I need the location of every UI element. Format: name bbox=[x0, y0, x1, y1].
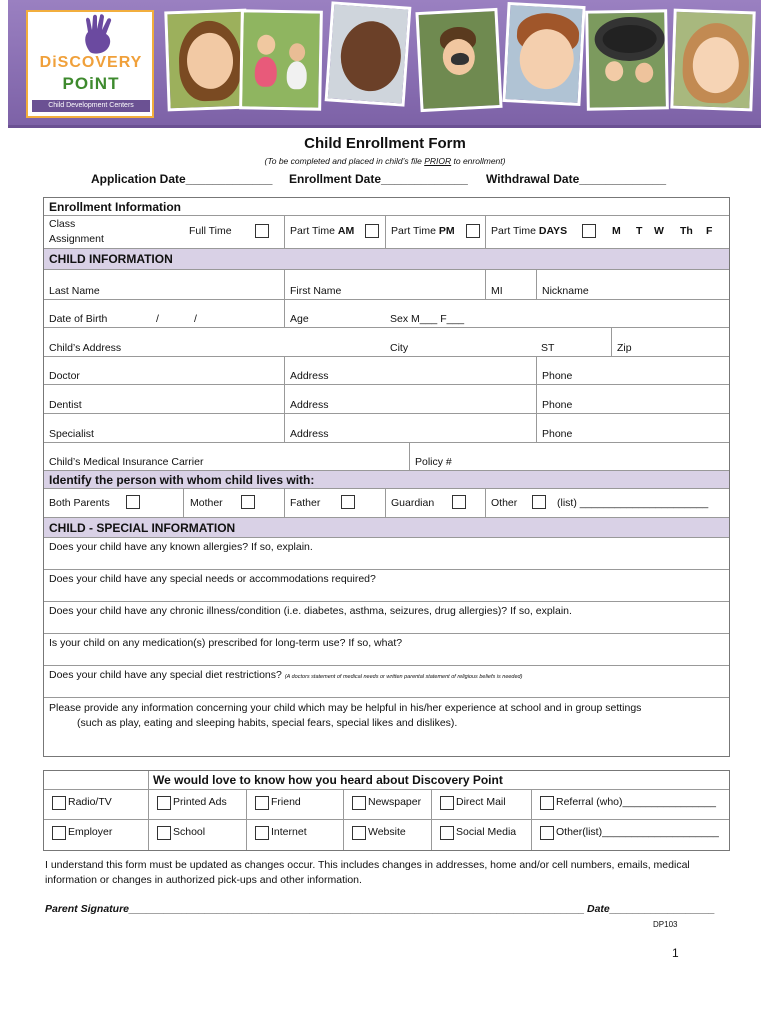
state-label: ST bbox=[541, 342, 555, 354]
withdrawal-date-field[interactable]: Withdrawal Date_____________ bbox=[486, 172, 666, 186]
employer-option[interactable] bbox=[44, 820, 148, 850]
subtitle-emphasis: PRIOR bbox=[424, 156, 452, 166]
child-photo-3 bbox=[325, 1, 412, 106]
friend-label: Friend bbox=[271, 796, 301, 808]
logo-word-point: POiNT bbox=[62, 74, 120, 93]
part-time-am-checkbox[interactable] bbox=[365, 224, 379, 238]
guardian-label: Guardian bbox=[391, 497, 435, 509]
doctor-address-label: Address bbox=[290, 370, 329, 382]
direct-mail-option[interactable] bbox=[431, 790, 531, 819]
enrollment-date-field[interactable]: Enrollment Date_____________ bbox=[289, 172, 468, 186]
both-parents-checkbox[interactable] bbox=[126, 495, 140, 509]
parent-signature-field[interactable]: Parent Signature______________________________________________________________________________ bbox=[45, 903, 585, 915]
social-media-label: Social Media bbox=[456, 826, 517, 838]
part-time-am-cell[interactable] bbox=[284, 216, 385, 248]
dentist-label: Dentist bbox=[49, 399, 82, 411]
website-label: Website bbox=[368, 826, 406, 838]
additional-info-question[interactable] bbox=[44, 698, 729, 756]
doctor-address-field[interactable] bbox=[284, 357, 536, 384]
part-time-am-prefix: Part Time bbox=[290, 225, 338, 237]
policy-number-field[interactable] bbox=[409, 443, 731, 470]
handprint-icon bbox=[80, 14, 116, 54]
special-needs-question[interactable] bbox=[44, 570, 729, 602]
lives-with-heading bbox=[44, 471, 729, 489]
radio-tv-label: Radio/TV bbox=[68, 796, 112, 808]
part-time-days-text: DAYS bbox=[538, 225, 568, 237]
part-time-days-prefix: Part Time bbox=[491, 225, 539, 237]
other-list-field[interactable]: (list) ______________________ bbox=[557, 497, 709, 509]
mother-checkbox[interactable] bbox=[241, 495, 255, 509]
printed-ads-option[interactable] bbox=[148, 790, 246, 819]
weekday-w[interactable]: W bbox=[654, 225, 664, 237]
heard-about-heading-row bbox=[44, 771, 729, 790]
allergies-question-text: Does your child have any known allergies? If so, explain. bbox=[49, 541, 313, 553]
policy-number-label: Policy # bbox=[415, 456, 452, 468]
referral-option[interactable] bbox=[531, 790, 731, 819]
class-label: Class bbox=[49, 218, 76, 230]
dentist-field[interactable] bbox=[44, 385, 284, 413]
subtitle-text: (To be completed and placed in child’s file bbox=[264, 156, 425, 166]
medication-question-text: Is your child on any medication(s) prescribed for long-term use? If so, what? bbox=[49, 637, 403, 649]
chronic-illness-question-text: Does your child have any chronic illness/condition (i.e. diabetes, asthma, seizures, drug allergies)? If so, explain. bbox=[49, 605, 572, 617]
diet-restrictions-question-text: Does your child have any special diet restrictions? bbox=[49, 669, 282, 681]
insurance-carrier-label: Child’s Medical Insurance Carrier bbox=[49, 456, 204, 468]
application-date-field[interactable]: Application Date_____________ bbox=[91, 172, 273, 186]
website-checkbox[interactable] bbox=[352, 826, 366, 840]
employer-label: Employer bbox=[68, 826, 113, 838]
part-time-pm-prefix: Part Time bbox=[391, 225, 439, 237]
insurance-row bbox=[44, 443, 729, 471]
form-subtitle bbox=[0, 156, 770, 166]
newspaper-label: Newspaper bbox=[368, 796, 422, 808]
zip-label: Zip bbox=[617, 342, 632, 354]
lives-with-heading-text: Identify the person with whom child lives with: bbox=[49, 473, 315, 487]
child-photo-4 bbox=[415, 8, 502, 112]
dentist-phone-label: Phone bbox=[542, 399, 573, 411]
other-source-checkbox[interactable] bbox=[540, 826, 554, 840]
class-assignment-cell bbox=[44, 216, 183, 248]
doctor-phone-field[interactable] bbox=[536, 357, 731, 384]
specialist-row bbox=[44, 414, 729, 443]
special-info-heading bbox=[44, 518, 729, 538]
insurance-carrier-field[interactable] bbox=[44, 443, 409, 470]
form-title: Child Enrollment Form bbox=[304, 135, 466, 152]
additional-info-text-1: Please provide any information concerning your child which may be helpful in his/her experience at school and in group settings bbox=[49, 702, 642, 714]
heard-about-us-table bbox=[43, 770, 730, 851]
newspaper-checkbox[interactable] bbox=[352, 796, 366, 810]
age-field[interactable] bbox=[284, 300, 385, 327]
dob-slash-2: / bbox=[194, 313, 197, 325]
page-number: 1 bbox=[672, 946, 679, 960]
logo-tagline: Child Development Centers bbox=[32, 100, 150, 112]
age-label: Age bbox=[290, 313, 309, 325]
nickname-field[interactable] bbox=[536, 270, 731, 299]
doctor-row bbox=[44, 357, 729, 385]
enrollment-info-heading-text: Enrollment Information bbox=[49, 200, 181, 214]
special-info-heading-text: CHILD - SPECIAL INFORMATION bbox=[49, 521, 236, 535]
enrollment-form-grid bbox=[43, 197, 730, 757]
class-assignment-row bbox=[44, 216, 729, 249]
form-code: DP103 bbox=[653, 920, 678, 929]
full-time-label: Full Time bbox=[189, 225, 232, 237]
dentist-row bbox=[44, 385, 729, 414]
father-label: Father bbox=[290, 497, 321, 509]
part-time-days-checkbox[interactable] bbox=[582, 224, 596, 238]
specialist-label: Specialist bbox=[49, 428, 94, 440]
heard-about-heading-blank bbox=[44, 771, 148, 789]
other-source-option[interactable] bbox=[531, 820, 731, 850]
direct-mail-checkbox[interactable] bbox=[440, 796, 454, 810]
address-row bbox=[44, 328, 729, 357]
father-checkbox[interactable] bbox=[341, 495, 355, 509]
child-photo-5 bbox=[502, 2, 585, 106]
full-time-cell[interactable] bbox=[183, 216, 284, 248]
special-needs-question-text: Does your child have any special needs or accommodations required? bbox=[49, 573, 376, 585]
newspaper-option[interactable] bbox=[343, 790, 431, 819]
diet-restrictions-question[interactable] bbox=[44, 666, 729, 698]
weekday-t[interactable]: T bbox=[636, 225, 643, 237]
heard-about-heading: We would love to know how you heard about Discovery Point bbox=[148, 771, 731, 789]
school-label: School bbox=[173, 826, 206, 838]
internet-label: Internet bbox=[271, 826, 307, 838]
child-photo-2 bbox=[239, 9, 323, 110]
heard-about-row-1 bbox=[44, 790, 729, 820]
specialist-address-field[interactable] bbox=[284, 414, 536, 442]
zip-field[interactable] bbox=[611, 328, 731, 356]
website-option[interactable] bbox=[343, 820, 431, 850]
child-info-heading bbox=[44, 249, 729, 270]
child-photo-6 bbox=[585, 9, 669, 110]
last-name-label: Last Name bbox=[49, 285, 100, 297]
mi-field[interactable] bbox=[485, 270, 536, 299]
city-label: City bbox=[390, 342, 409, 354]
doctor-field[interactable] bbox=[44, 357, 284, 384]
signature-date-field[interactable]: Date__________________ bbox=[587, 903, 715, 915]
internet-option[interactable] bbox=[246, 820, 343, 850]
dentist-phone-field[interactable] bbox=[536, 385, 731, 413]
medication-question[interactable] bbox=[44, 634, 729, 666]
city-field[interactable] bbox=[385, 328, 536, 356]
child-address-label: Child’s Address bbox=[49, 342, 122, 354]
other-checkbox[interactable] bbox=[532, 495, 546, 509]
chronic-illness-question[interactable] bbox=[44, 602, 729, 634]
update-statement: I understand this form must be updated as changes occur. This includes changes in addresses, home and/or cell numbers, emails, medical information or changes in authorized pick-ups and other information. bbox=[45, 859, 690, 886]
radio-tv-option[interactable] bbox=[44, 790, 148, 819]
dentist-address-label: Address bbox=[290, 399, 329, 411]
assignment-label: Assignment bbox=[49, 233, 104, 245]
name-row bbox=[44, 270, 729, 300]
sex-field[interactable] bbox=[385, 300, 731, 327]
part-time-days-cell[interactable] bbox=[485, 216, 731, 248]
direct-mail-label: Direct Mail bbox=[456, 796, 506, 808]
employer-checkbox[interactable] bbox=[52, 826, 66, 840]
printed-ads-label: Printed Ads bbox=[173, 796, 227, 808]
referral-label: Referral (who)________________ bbox=[556, 796, 716, 808]
first-name-label: First Name bbox=[290, 285, 342, 297]
doctor-phone-label: Phone bbox=[542, 370, 573, 382]
friend-checkbox[interactable] bbox=[255, 796, 269, 810]
dob-row bbox=[44, 300, 729, 328]
guardian-option[interactable] bbox=[385, 489, 485, 517]
specialist-phone-label: Phone bbox=[542, 428, 573, 440]
first-name-field[interactable] bbox=[284, 270, 485, 299]
diet-restrictions-note: (A doctors statement of medical needs or written parental statement of religious beliefs is needed) bbox=[284, 674, 523, 680]
part-time-days-label bbox=[491, 225, 567, 237]
child-photo-7 bbox=[670, 9, 755, 112]
weekday-m[interactable]: M bbox=[612, 225, 621, 237]
lives-with-row bbox=[44, 489, 729, 518]
date-of-birth-field[interactable] bbox=[44, 300, 284, 327]
other-label: Other bbox=[491, 497, 518, 509]
specialist-field[interactable] bbox=[44, 414, 284, 442]
child-info-heading-text: CHILD INFORMATION bbox=[49, 252, 173, 266]
part-time-pm-text: PM bbox=[438, 225, 455, 237]
friend-option[interactable] bbox=[246, 790, 343, 819]
part-time-am-text: AM bbox=[337, 225, 355, 237]
child-address-field[interactable] bbox=[44, 328, 385, 356]
school-option[interactable] bbox=[148, 820, 246, 850]
mother-label: Mother bbox=[190, 497, 223, 509]
both-parents-option[interactable] bbox=[44, 489, 183, 517]
dentist-address-field[interactable] bbox=[284, 385, 536, 413]
internet-checkbox[interactable] bbox=[255, 826, 269, 840]
logo-word-discovery: DiSCOVERY bbox=[39, 54, 143, 71]
printed-ads-checkbox[interactable] bbox=[157, 796, 171, 810]
heard-about-row-2 bbox=[44, 820, 729, 850]
part-time-pm-label bbox=[391, 225, 455, 237]
last-name-field[interactable] bbox=[44, 270, 284, 299]
weekday-f[interactable]: F bbox=[706, 225, 713, 237]
specialist-phone-field[interactable] bbox=[536, 414, 731, 442]
dob-slash-1: / bbox=[156, 313, 159, 325]
social-media-checkbox[interactable] bbox=[440, 826, 454, 840]
full-time-checkbox[interactable] bbox=[255, 224, 269, 238]
other-source-label: Other(list)____________________ bbox=[556, 826, 719, 838]
nickname-label: Nickname bbox=[542, 285, 589, 297]
weekday-th[interactable]: Th bbox=[680, 225, 693, 237]
part-time-pm-checkbox[interactable] bbox=[466, 224, 480, 238]
mi-label: MI bbox=[491, 285, 503, 297]
state-field[interactable] bbox=[536, 328, 611, 356]
enrollment-info-heading bbox=[44, 198, 729, 216]
referral-checkbox[interactable] bbox=[540, 796, 554, 810]
allergies-question[interactable] bbox=[44, 538, 729, 570]
both-parents-label: Both Parents bbox=[49, 497, 110, 509]
subtitle-text-end: to enrollment) bbox=[451, 156, 506, 166]
father-option[interactable] bbox=[284, 489, 385, 517]
mother-option[interactable] bbox=[183, 489, 284, 517]
doctor-label: Doctor bbox=[49, 370, 80, 382]
discovery-point-logo bbox=[26, 10, 154, 118]
guardian-checkbox[interactable] bbox=[452, 495, 466, 509]
specialist-address-label: Address bbox=[290, 428, 329, 440]
radio-tv-checkbox[interactable] bbox=[52, 796, 66, 810]
header-banner bbox=[8, 0, 761, 128]
additional-info-text-2: (such as play, eating and sleeping habits, special fears, special likes and dislikes). bbox=[77, 717, 458, 729]
part-time-pm-cell[interactable] bbox=[385, 216, 485, 248]
other-option[interactable] bbox=[485, 489, 731, 517]
social-media-option[interactable] bbox=[431, 820, 531, 850]
sex-label: Sex M___ F___ bbox=[390, 313, 465, 325]
child-photo-1 bbox=[164, 9, 249, 112]
school-checkbox[interactable] bbox=[157, 826, 171, 840]
date-of-birth-label: Date of Birth bbox=[49, 313, 108, 325]
part-time-am-label bbox=[290, 225, 354, 237]
